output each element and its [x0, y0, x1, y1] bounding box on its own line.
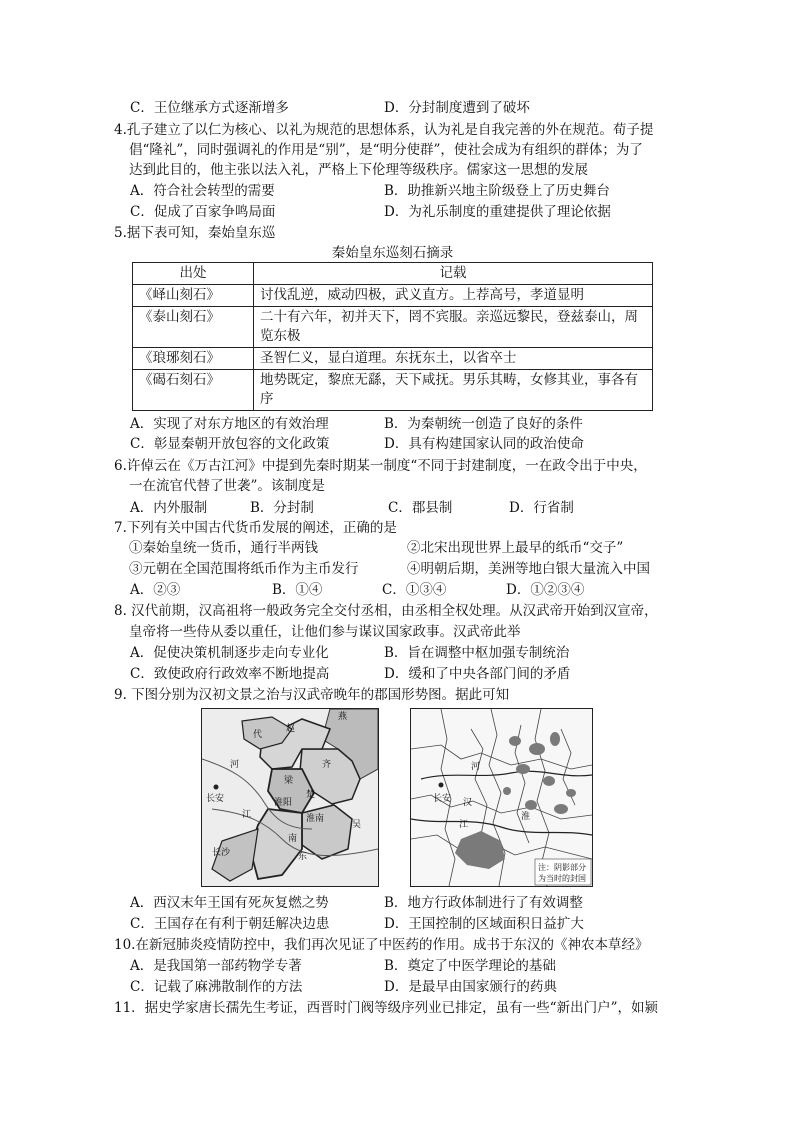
- q6-stem-line-1: 6.许倬云在《万古江河》中提到先秦时期某一制度“不同于封建制度，一在政令出于中央，: [114, 458, 647, 474]
- q7-statement-4: ④明朝后期，美洲等地白银大量流入中国: [407, 561, 650, 577]
- q6-option-d: D．行省制: [509, 500, 574, 516]
- q10-option-b: B．奠定了中医学理论的基础: [384, 958, 556, 974]
- header-record: 记载: [254, 263, 653, 285]
- q8-stem-line-2: 皇帝将一些侍从委以重任，让他们参与谋议国家政事。汉武帝此举: [129, 624, 521, 640]
- map2-note-line-2: 为当时的封国: [538, 874, 586, 883]
- row-source: 《峄山刻石》: [133, 285, 254, 307]
- row-source: 《琅琊刻石》: [133, 348, 254, 370]
- q10-option-d: D．是最早由国家颁行的药典: [384, 979, 557, 995]
- map1-label-qi: 齐: [322, 760, 332, 770]
- row-record: 二十有六年，初并天下，罔不宾服。亲巡远黎民，登兹泰山，周览东极: [254, 307, 653, 348]
- q5-option-a: A．实现了对东方地区的有效治理: [130, 416, 329, 432]
- q5-table-caption: 秦始皇东巡刻石摘录: [331, 245, 454, 261]
- map1-label-huaiyang: 淮阳: [274, 798, 293, 808]
- q9-stem: 9. 下图分别为汉初文景之治与汉武帝晚年的郡国形势图。据此可知: [114, 687, 510, 703]
- map1-label-dai: 代: [253, 730, 263, 740]
- q4-stem-line-1: 4.孔子建立了以仁为核心、以礼为规范的思想体系，认为礼是自我完善的外在规范。荀子提: [114, 122, 654, 138]
- map1-label-yan: 燕: [338, 712, 348, 722]
- q4-option-b: B．助推新兴地主阶级登上了历史舞台: [384, 183, 610, 199]
- map-late-wudi: [410, 708, 593, 887]
- map1-label-chu: 楚: [306, 790, 316, 800]
- q7-statement-1: ①秦始皇统一货币，通行半两钱: [129, 540, 318, 556]
- map1-label-nan: 南: [288, 834, 298, 844]
- table-row: [133, 348, 653, 370]
- q8-option-b: B．旨在调整中枢加强专制统治: [384, 645, 570, 661]
- map1-label-changsha: 长沙: [212, 848, 231, 858]
- q7-option-c: C．①③④: [382, 582, 447, 598]
- row-source: 《泰山刻石》: [133, 307, 254, 348]
- q5-option-d: D．具有构建国家认同的政治使命: [384, 436, 584, 452]
- map1-label-zhao: 赵: [286, 724, 296, 734]
- map1-label-wu: 吴: [352, 820, 362, 830]
- q3-option-d: D．分封制度遭到了破坏: [384, 100, 530, 116]
- map1-label-changan: 长安: [206, 794, 225, 804]
- q8-option-a: A．促使决策机制逐步走向专业化: [130, 645, 329, 661]
- q6-option-b: B．分封制: [250, 500, 314, 516]
- map2-label-he: 河: [471, 762, 481, 772]
- map-early-han: [201, 708, 379, 887]
- q4-stem-line-3: 达到此目的，他主张以法入礼，严格上下伦理等级秩序。儒家这一思想的发展: [129, 162, 588, 178]
- q6-stem-line-2: 一在流官代替了世袭”。该制度是: [129, 478, 325, 494]
- map1-label-he: 河: [230, 760, 240, 770]
- q9-option-d: D．王国控制的区域面积日益扩大: [384, 916, 584, 932]
- table-row: [133, 285, 653, 307]
- q7-option-b: B．①④: [272, 582, 323, 598]
- table-row: [133, 370, 653, 411]
- q11-stem: 11．据史学家唐长孺先生考证，西晋时门阀等级序列业已排定，虽有一些“新出门户”，如颍: [114, 1000, 658, 1016]
- map-late-wudi-drawing: [411, 709, 592, 886]
- q8-option-c: C．致使政府行政效率不断地提高: [130, 666, 330, 682]
- q7-option-a: A．②③: [130, 582, 181, 598]
- q5-option-c: C．彰显秦朝开放包容的文化政策: [130, 436, 330, 452]
- map2-note-line-1: 注：阴影部分: [538, 863, 586, 872]
- map2-label-han: 汉: [463, 798, 473, 808]
- q5-stem: 5.据下表可知，秦始皇东巡: [114, 225, 276, 241]
- map1-label-jiang: 江: [242, 810, 252, 820]
- q10-option-a: A．是我国第一部药物学专著: [130, 958, 302, 974]
- header-source: 出处: [133, 263, 254, 285]
- row-record: 讨伐乱逆，威动四极，武义直方。上荐高号，孝道显明: [254, 285, 653, 307]
- row-source: 《碣石刻石》: [133, 370, 254, 411]
- q4-option-d: D．为礼乐制度的重建提供了理论依据: [384, 204, 611, 220]
- map2-label-jiang: 江: [459, 820, 469, 830]
- q8-stem-line-1: 8. 汉代前期，汉高祖将一般政务完全交付丞相，由丞相全权处理。从汉武帝开始到汉宣帝，: [114, 603, 658, 619]
- q10-stem: 10.在新冠肺炎疫情防控中，我们再次见证了中医药的作用。成书于东汉的《神农本草经》: [114, 937, 649, 953]
- q4-stem-line-2: 倡“隆礼”，同时强调礼的作用是“别”，是“明分使群”，使社会成为有组织的群体；为了: [129, 142, 643, 158]
- q3-option-c: C．王位继承方式逐渐增多: [130, 100, 289, 116]
- table-header-row: [133, 263, 653, 285]
- q7-stem: 7.下列有关中国古代货币发展的阐述，正确的是: [114, 520, 397, 536]
- q9-option-c: C．王国存在有利于朝廷解决边患: [130, 916, 330, 932]
- q9-option-b: B．地方行政体制进行了有效调整: [384, 895, 583, 911]
- q7-statement-2: ②北宋出现世界上最早的纸币“交子”: [407, 540, 624, 556]
- q4-option-a: A．符合社会转型的需要: [130, 183, 275, 199]
- map-early-han-drawing: [202, 709, 378, 886]
- q7-statement-3: ③元朝在全国范围将纸币作为主币发行: [129, 561, 359, 577]
- q7-option-d: D．①②③④: [506, 582, 585, 598]
- table-row: [133, 307, 653, 348]
- map2-label-changan: 长安: [433, 794, 452, 804]
- inscription-table: [132, 262, 653, 411]
- map1-label-dong: 东: [298, 852, 308, 862]
- q6-option-c: C．郡县制: [388, 500, 453, 516]
- map2-label-huai: 淮: [521, 812, 531, 822]
- row-record: 地势既定，黎庶无繇，天下咸抚。男乐其畴，女修其业，事各有序: [254, 370, 653, 411]
- q6-option-a: A．内外服制: [130, 500, 208, 516]
- row-record: 圣智仁义，显白道理。东抚东土，以省卒士: [254, 348, 653, 370]
- map1-label-liang: 梁: [284, 776, 294, 786]
- q10-option-c: C．记载了麻沸散制作的方法: [130, 979, 303, 995]
- map1-label-huainan: 淮南: [306, 814, 325, 824]
- q5-option-b: B．为秦朝统一创造了良好的条件: [384, 416, 583, 432]
- q8-option-d: D．缓和了中央各部门间的矛盾: [384, 666, 571, 682]
- q9-option-a: A．西汉末年王国有死灰复燃之势: [130, 895, 329, 911]
- q4-option-c: C．促成了百家争鸣局面: [130, 204, 276, 220]
